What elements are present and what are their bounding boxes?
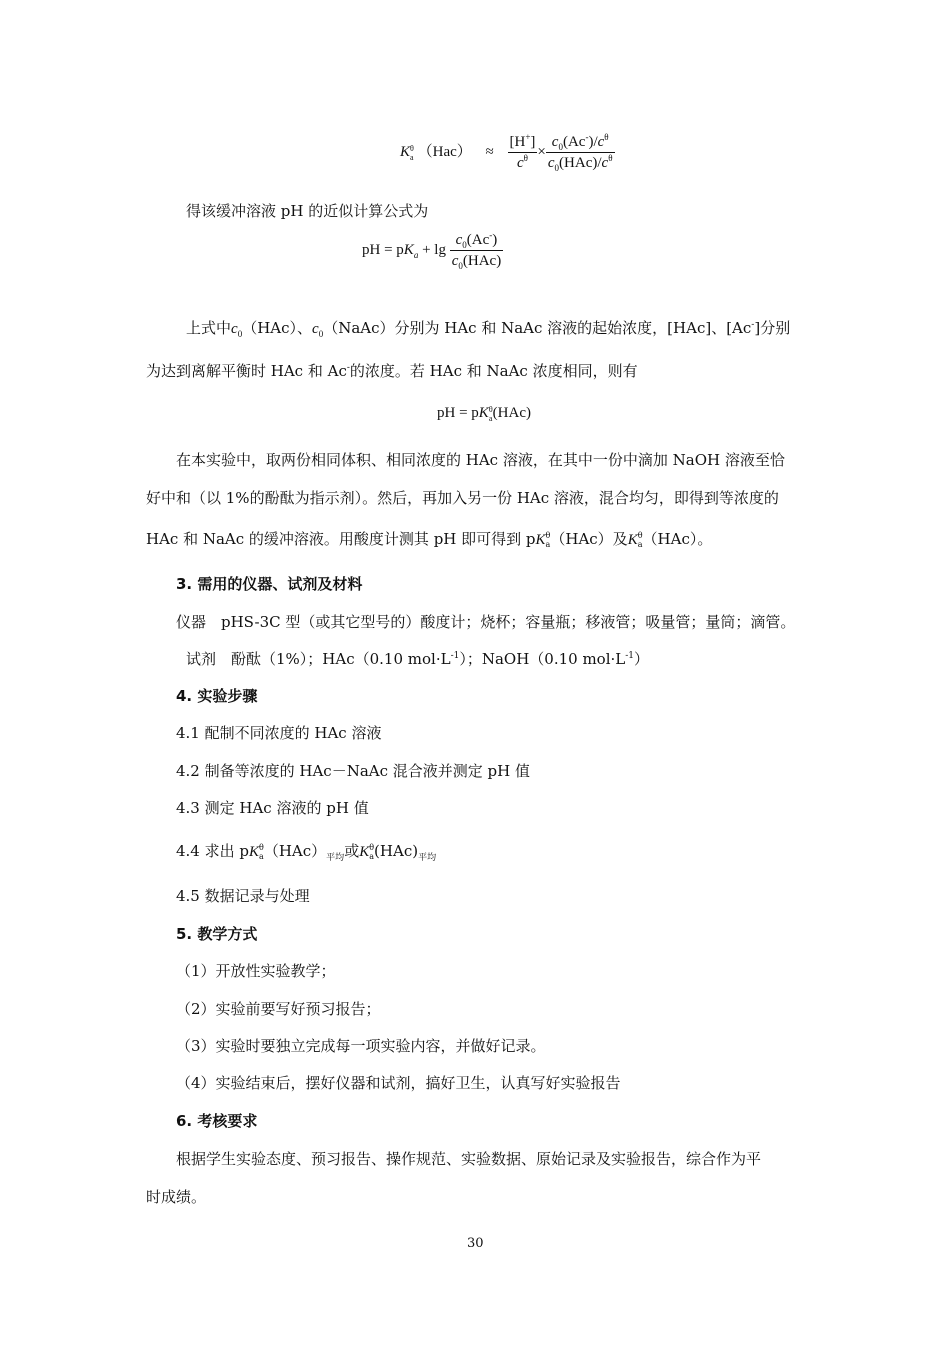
- text-d: (HAc): [374, 842, 419, 860]
- num-c: c: [551, 134, 559, 150]
- num-close: ): [492, 232, 498, 248]
- step-4-5: 4.5 数据记录与处理: [176, 887, 310, 905]
- num-sub: 0: [462, 240, 467, 250]
- num-c2: c: [597, 134, 605, 150]
- num-sup: +: [525, 132, 531, 142]
- section-5-title: 5. 教学方式: [176, 925, 258, 943]
- formula-ph-pka: [437, 403, 531, 423]
- paragraph-definitions-line1: [186, 318, 790, 339]
- sub-avg2: 平均: [418, 853, 437, 863]
- den-sup: θ: [523, 153, 528, 163]
- num-sub: 0: [558, 142, 563, 152]
- den-sub: 0: [458, 261, 463, 271]
- text-d: ]分别: [754, 319, 791, 337]
- den-sub: 0: [554, 163, 560, 173]
- step-4-4: [176, 841, 436, 862]
- fraction-ac-over-hac: [450, 230, 504, 271]
- teaching-item-1: （1）开放性实验教学；: [176, 962, 336, 980]
- section-4-title: 4. 实验步骤: [176, 687, 258, 705]
- teaching-item-2: （2）实验前要写好预习报告；: [176, 1000, 381, 1018]
- sup-theta2: θ: [369, 843, 375, 852]
- formula-arg: (HAc): [492, 405, 531, 421]
- text-a: 4.4 求出 p: [176, 842, 249, 860]
- symbol-k2: K: [359, 844, 370, 860]
- paragraph-experiment-line2: 好中和（以 1%的酚酞为指示剂）。然后，再加入另一份 HAc 溶液，混合均匀，即得到等浓度的: [146, 489, 779, 507]
- step-4-1: 4.1 配制不同浓度的 HAc 溶液: [176, 724, 382, 742]
- text-c: （HAc）。: [642, 530, 713, 548]
- den-text: c: [516, 155, 524, 171]
- approx-sign: ≈: [485, 143, 494, 160]
- section-3-reagents: [186, 649, 649, 669]
- sup-minus: -: [751, 320, 755, 330]
- plus-lg: + lg: [418, 241, 446, 258]
- symbol-k: K: [478, 405, 489, 421]
- text-a: 上式中: [186, 319, 232, 337]
- den-c2-sup: θ: [608, 153, 613, 163]
- sup-theta: θ: [545, 531, 551, 540]
- fraction-h-over-c: [508, 132, 538, 173]
- den-c: c: [547, 155, 555, 171]
- sub-avg: 平均: [326, 853, 345, 863]
- assessment-text-line2: 时成绩。: [146, 1188, 207, 1206]
- num-c2-sup: θ: [604, 132, 609, 142]
- symbol-c2: c: [312, 321, 319, 337]
- num-close: ]: [530, 134, 536, 150]
- assessment-text-line1: 根据学生实验态度、预习报告、操作规范、实验数据、原始记录及实验报告，综合作为平: [176, 1150, 762, 1168]
- paragraph-experiment-line1: 在本实验中，取两份相同体积、相同浓度的 HAc 溶液，在其中一份中滴加 NaOH 溶液至恰: [176, 451, 785, 469]
- den-arg: (HAc)/: [559, 155, 602, 171]
- sub-a2: a: [369, 852, 374, 861]
- sub-a: a: [488, 413, 493, 423]
- text-c: ）: [634, 650, 650, 668]
- sub-a2: a: [637, 540, 643, 549]
- symbol-k: K: [249, 844, 260, 860]
- symbol-k2: K: [627, 532, 638, 548]
- formula-ph-lg: [362, 230, 503, 271]
- symbol-k: K: [535, 532, 546, 548]
- num-sup: -: [489, 230, 493, 240]
- sub-a: a: [545, 540, 551, 549]
- num-text: [H: [509, 134, 526, 150]
- text-a: 为达到离解平衡时 HAc 和 Ac: [146, 362, 347, 380]
- paragraph-definitions-line2: [146, 361, 638, 381]
- text-b: （HAc）及: [550, 530, 628, 548]
- step-4-3: 4.3 测定 HAc 溶液的 pH 值: [176, 799, 369, 817]
- text-c: 或: [344, 842, 360, 860]
- teaching-item-4: （4）实验结束后，摆好仪器和试剂，搞好卫生，认真写好实验报告: [176, 1074, 621, 1092]
- text-a: 试剂 酚酞（1%）；HAc（0.10 mol·L: [186, 650, 451, 668]
- num-arg: (Ac: [466, 232, 490, 248]
- formula-arg: （Hac）: [417, 143, 472, 160]
- text-c: （NaAc）分别为 HAc 和 NaAc 溶液的起始浓度，[HAc]、[Ac: [323, 319, 752, 337]
- sub-0b: 0: [318, 329, 324, 339]
- text-b: 的浓度。若 HAc 和 NaAc 浓度相同，则有: [349, 362, 638, 380]
- text-b: （HAc）: [263, 842, 327, 860]
- num-sup2: -: [585, 132, 589, 142]
- ph-lhs: pH = p: [437, 405, 479, 421]
- fraction-conc-ratio: [546, 132, 615, 173]
- formula-ka-approx: [400, 132, 615, 173]
- step-4-2: 4.2 制备等浓度的 HAc－NaAc 混合液并测定 pH 值: [176, 762, 530, 780]
- times-sign: ×: [537, 143, 546, 160]
- sub-0: 0: [237, 329, 243, 339]
- section-3-title: 3. 需用的仪器、试剂及材料: [176, 575, 363, 593]
- sup-theta: θ: [259, 843, 264, 852]
- paragraph-intro: 得该缓冲溶液 pH 的近似计算公式为: [186, 202, 429, 220]
- text-a: HAc 和 NaAc 的缓冲溶液。用酸度计测其 pH 即可得到 p: [146, 530, 536, 548]
- sub-a: a: [259, 852, 264, 861]
- sup-theta: θ: [410, 143, 414, 153]
- num-c: c: [455, 232, 463, 248]
- symbol-k: K: [403, 241, 414, 258]
- text-b: （HAc）、: [242, 319, 313, 337]
- sub-a: a: [410, 152, 414, 162]
- ph-lhs: pH = p: [362, 241, 404, 258]
- den-c: c: [451, 253, 459, 269]
- teaching-item-3: （3）实验时要独立完成每一项实验内容，并做好记录。: [176, 1037, 546, 1055]
- section-3-instruments: 仪器 pHS-3C 型（或其它型号的）酸度计；烧杯；容量瓶；移液管；吸量管；量筒；滴管。: [176, 613, 796, 631]
- sup-theta2: θ: [637, 531, 643, 540]
- symbol-k: K: [400, 143, 411, 160]
- page-number: 30: [467, 1236, 484, 1251]
- den-c2: c: [601, 155, 609, 171]
- den-arg: (HAc): [462, 253, 502, 269]
- sub-a: a: [413, 249, 419, 260]
- sup-2: -1: [625, 651, 635, 661]
- sup-theta: θ: [488, 404, 493, 414]
- sup-minus: -: [346, 363, 350, 373]
- section-6-title: 6. 考核要求: [176, 1112, 258, 1130]
- sup-1: -1: [450, 651, 460, 661]
- text-b: ）；NaOH（0.10 mol·L: [459, 650, 626, 668]
- symbol-c: c: [231, 321, 238, 337]
- num-arg: (Ac: [562, 134, 586, 150]
- paragraph-experiment-line3: [146, 529, 712, 550]
- num-rest: )/: [588, 134, 598, 150]
